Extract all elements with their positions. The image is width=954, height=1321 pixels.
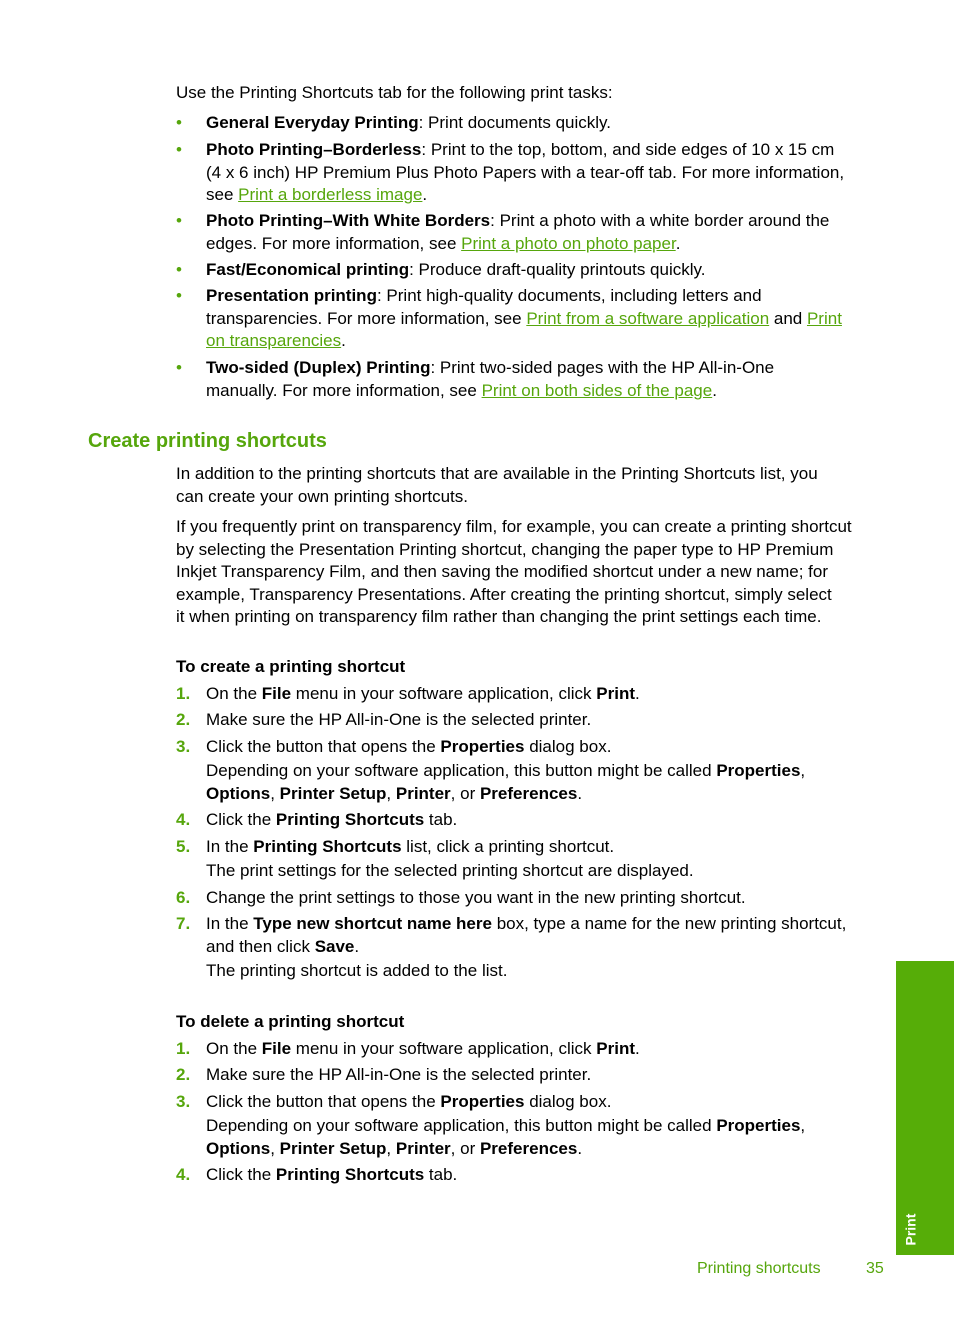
bullet-marker: •	[176, 286, 182, 305]
step-number: 2.	[176, 710, 191, 729]
link-both-sides[interactable]: Print on both sides of the page	[481, 380, 713, 400]
step-text: On the	[206, 1039, 262, 1058]
step-text: Click the	[206, 1165, 276, 1184]
step-item	[206, 1038, 888, 1061]
step-bold: Type new shortcut name here	[253, 914, 492, 933]
list-item	[206, 210, 888, 255]
bullet-text: : Print documents quickly.	[418, 113, 612, 132]
step-text: dialog box.	[524, 737, 612, 756]
list-item	[206, 139, 888, 207]
step-number: 2.	[176, 1065, 191, 1084]
step-text: menu in your software application, click	[291, 1039, 597, 1058]
step-text: list, click a printing shortcut.	[401, 837, 615, 856]
step-number: 5.	[176, 837, 191, 856]
step-item	[206, 736, 888, 805]
step-item: Make sure the HP All-in-One is the selected printer.	[206, 1065, 592, 1084]
step-text: and then click	[206, 936, 315, 956]
step-item: Change the print settings to those you want in the new printing shortcut.	[206, 888, 746, 907]
bullet-text: edges. For more information, see	[206, 233, 462, 253]
step-bold: Print	[596, 1039, 635, 1058]
step-bold: File	[261, 1039, 292, 1058]
step-number: 7.	[176, 914, 191, 933]
bullet-title: Fast/Economical printing	[206, 260, 410, 279]
bullet-marker: •	[176, 260, 182, 279]
bullet-title: Photo Printing–Borderless	[206, 140, 422, 159]
step-bold: Preferences	[479, 1138, 578, 1158]
step-bold: Options	[206, 783, 271, 803]
step-bold: Print	[596, 684, 635, 703]
step-item	[206, 1091, 888, 1160]
side-tab-label: Print	[902, 1213, 919, 1245]
step-text: The print settings for the selected printing shortcut are displayed.	[206, 861, 694, 880]
bullet-title: Photo Printing–With White Borders	[206, 211, 491, 230]
step-text: .	[635, 684, 640, 703]
bullet-text: transparencies. For more information, see	[206, 308, 527, 328]
bullet-text: .	[712, 380, 717, 400]
paragraph-example	[176, 516, 888, 629]
bullet-text: : Print high-quality documents, including letters and	[376, 286, 762, 305]
step-text: .	[577, 1138, 583, 1158]
list-item	[206, 112, 888, 135]
step-text: In the	[206, 914, 254, 933]
footer-page-number: 35	[866, 1260, 884, 1277]
bullet-marker: •	[176, 140, 182, 159]
list-item	[206, 285, 888, 353]
step-item	[206, 913, 888, 982]
step-text: menu in your software application, click	[291, 684, 597, 703]
bullet-text: and	[769, 308, 807, 328]
step-text: ,	[800, 761, 806, 780]
bullet-marker: •	[176, 211, 182, 230]
step-text: In the	[206, 837, 254, 856]
paragraph-line: If you frequently print on transparency film, for example, you can create a printing shortcut	[176, 517, 852, 536]
bullet-text: : Print a photo with a white border around the	[490, 211, 830, 230]
bullet-title: General Everyday Printing	[206, 113, 419, 132]
step-number: 4.	[176, 1165, 191, 1184]
step-number: 1.	[176, 1039, 191, 1058]
bullet-title: Presentation printing	[206, 286, 377, 305]
step-text: On the	[206, 684, 262, 703]
step-bold: File	[261, 684, 292, 703]
paragraph-line: it when printing on transparency film rather than changing the print settings each time.	[176, 607, 822, 626]
bullet-text: manually. For more information, see	[206, 380, 482, 400]
procedure-heading-create: To create a printing shortcut	[176, 657, 406, 676]
bullet-title: Two-sided (Duplex) Printing	[206, 358, 431, 377]
paragraph-line: by selecting the Presentation Printing shortcut, changing the paper type to HP Premium	[176, 539, 834, 559]
bullet-text: : Produce draft-quality printouts quickly.	[409, 260, 706, 279]
step-text: .	[354, 936, 360, 956]
step-item: Make sure the HP All-in-One is the selected printer.	[206, 710, 592, 729]
step-text: , or	[450, 783, 480, 803]
step-number: 3.	[176, 1092, 191, 1111]
step-bold: Properties	[440, 1092, 525, 1111]
bullet-text: : Print to the top, bottom, and side edges of 10 x 15 cm	[421, 140, 835, 159]
step-text: The printing shortcut is added to the list.	[206, 960, 508, 980]
step-bold: Printer Setup	[279, 1138, 387, 1158]
bullet-text: .	[341, 331, 346, 350]
step-bold: Printing Shortcuts	[275, 810, 425, 829]
step-bold: Properties	[716, 761, 801, 780]
step-item	[206, 1164, 888, 1187]
paragraph-intro	[176, 463, 888, 508]
step-item	[206, 683, 888, 706]
section-title: Create printing shortcuts	[88, 430, 327, 452]
bullet-text: .	[675, 233, 681, 253]
step-bold: Printer Setup	[279, 783, 387, 803]
step-text: tab.	[424, 1165, 458, 1184]
step-text: box, type a name for the new printing shortcut,	[491, 914, 847, 933]
step-item	[206, 836, 888, 883]
link-print-transparencies[interactable]: Print	[806, 308, 842, 328]
intro-text: Use the Printing Shortcuts tab for the following print tasks:	[176, 83, 613, 102]
step-number: 3.	[176, 737, 191, 756]
step-bold: Printing Shortcuts	[275, 1165, 425, 1184]
bullet-text: .	[422, 185, 428, 204]
step-bold: Printer	[395, 1138, 451, 1158]
step-number: 6.	[176, 888, 191, 907]
step-number: 4.	[176, 810, 191, 829]
step-bold: Printer	[395, 783, 451, 803]
bullet-marker: •	[176, 358, 182, 377]
paragraph-line: example, Transparency Presentations. After creating the printing shortcut, simply select	[176, 584, 832, 604]
step-text: .	[635, 1039, 640, 1058]
link-software-application[interactable]: Print from a software application	[526, 308, 770, 328]
step-text: Depending on your software application, this button might be called	[206, 1116, 717, 1135]
bullet-text: see	[206, 185, 239, 204]
step-text: ,	[270, 783, 280, 803]
step-text: ,	[800, 1116, 806, 1135]
step-bold: Options	[206, 1138, 271, 1158]
step-text: ,	[386, 1138, 396, 1158]
step-text: ,	[270, 1138, 280, 1158]
step-bold: Printing Shortcuts	[253, 837, 402, 856]
step-text: Depending on your software application, this button might be called	[206, 761, 717, 780]
link-print-transparencies-cont[interactable]: on transparencies	[206, 331, 342, 350]
step-bold: Properties	[440, 737, 525, 756]
link-borderless-image[interactable]: Print a borderless image	[238, 185, 423, 204]
step-item	[206, 809, 888, 832]
step-bold: Save	[314, 936, 355, 956]
step-bold: Properties	[716, 1116, 801, 1135]
step-text: Click the button that opens the	[206, 1092, 441, 1111]
footer-section-name: Printing shortcuts	[697, 1260, 821, 1277]
step-bold: Preferences	[479, 783, 578, 803]
step-text: .	[577, 783, 583, 803]
paragraph-line: Inkjet Transparency Film, and then saving the modified shortcut under a new name; for	[176, 562, 829, 581]
paragraph-line: In addition to the printing shortcuts that are available in the Printing Shortcuts list, you	[176, 464, 818, 483]
chapter-side-tab	[896, 961, 954, 1255]
step-text: tab.	[424, 810, 458, 829]
step-text: dialog box.	[524, 1092, 612, 1111]
step-number: 1.	[176, 684, 191, 703]
step-text: Click the button that opens the	[206, 737, 441, 756]
step-text: Click the	[206, 810, 276, 829]
bullet-text: : Print two-sided pages with the HP All-in-One	[430, 358, 775, 377]
bullet-text: (4 x 6 inch) HP Premium Plus Photo Papers with a tear-off tab. For more information,	[206, 162, 845, 182]
bullet-marker: •	[176, 113, 182, 132]
paragraph-line: can create your own printing shortcuts.	[176, 486, 468, 506]
step-text: ,	[386, 783, 396, 803]
link-photo-paper[interactable]: Print a photo on photo paper	[461, 233, 676, 253]
step-text: , or	[450, 1138, 480, 1158]
list-item	[206, 259, 888, 282]
list-item	[206, 357, 888, 402]
procedure-heading-delete: To delete a printing shortcut	[176, 1012, 405, 1031]
